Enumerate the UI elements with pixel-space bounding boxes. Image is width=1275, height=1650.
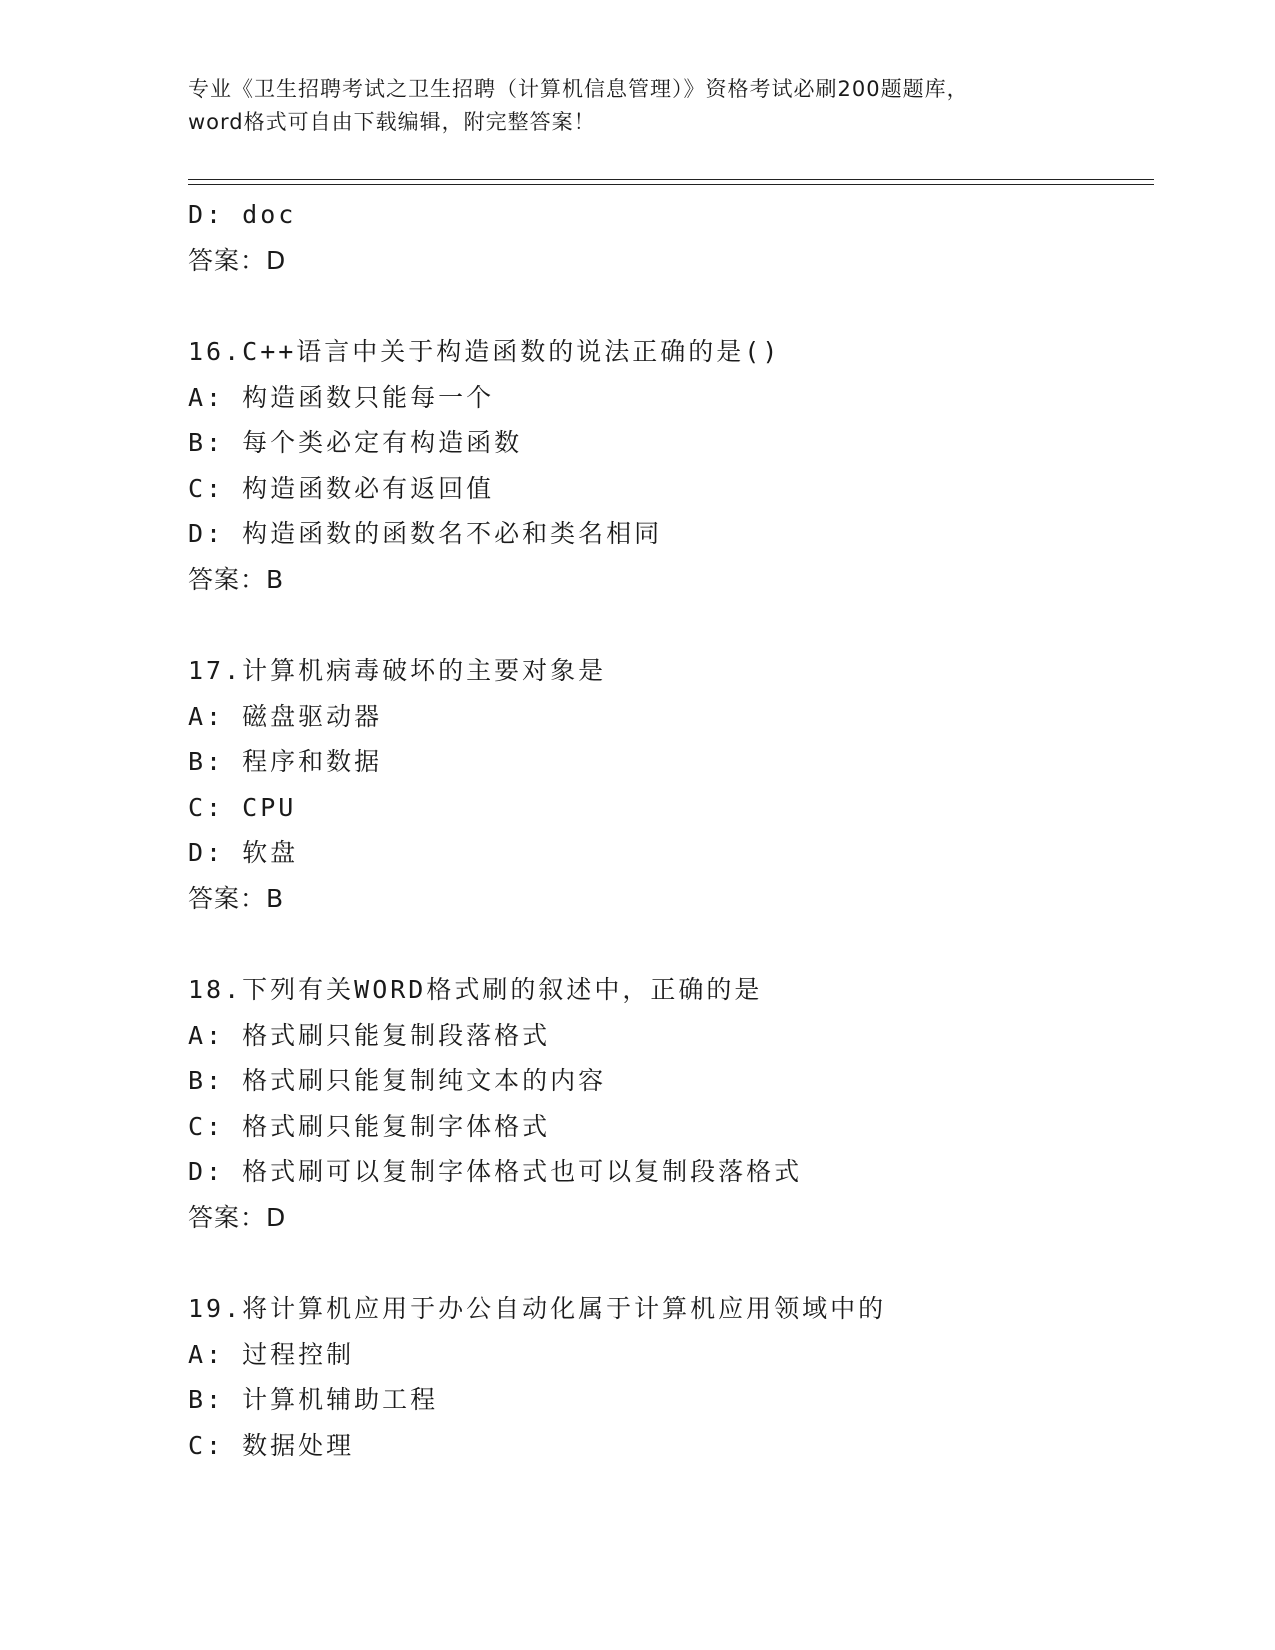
option-a: A: 构造函数只能每一个 <box>188 382 495 412</box>
option-c: C: CPU <box>188 792 297 822</box>
question-18 <box>188 967 1148 1240</box>
question-stem: 16.C++语言中关于构造函数的说法正确的是() <box>188 337 781 366</box>
question-list <box>188 192 1148 1468</box>
spacer <box>188 921 1148 967</box>
question-17 <box>188 648 1148 921</box>
option-c: C: 格式刷只能复制字体格式 <box>188 1111 551 1141</box>
page-header <box>188 73 1088 139</box>
option-d: D: 软盘 <box>188 838 299 867</box>
option-b: B: 程序和数据 <box>188 747 383 776</box>
question-stem: 17.计算机病毒破坏的主要对象是 <box>188 656 607 685</box>
answer-line: 答案：D <box>188 245 287 275</box>
spacer <box>188 602 1148 648</box>
option-a: A: 过程控制 <box>188 1339 355 1369</box>
option-b: B: 格式刷只能复制纯文本的内容 <box>188 1066 607 1095</box>
option-a: A: 格式刷只能复制段落格式 <box>188 1020 551 1050</box>
answer-line: 答案：D <box>188 1202 287 1232</box>
option-c: C: 数据处理 <box>188 1430 355 1460</box>
option-d: D: 格式刷可以复制字体格式也可以复制段落格式 <box>188 1157 803 1186</box>
question-stem: 19.将计算机应用于办公自动化属于计算机应用领域中的 <box>188 1294 887 1323</box>
question-stem: 18.下列有关WORD格式刷的叙述中，正确的是 <box>188 975 763 1004</box>
option-c: C: 构造函数必有返回值 <box>188 473 495 503</box>
question-19 <box>188 1286 1148 1468</box>
header-title-line-2: word格式可自由下载编辑，附完整答案！ <box>188 110 596 134</box>
header-title-line-1: 专业《卫生招聘考试之卫生招聘（计算机信息管理）》资格考试必刷200题题库， <box>188 77 969 101</box>
header-divider-bottom <box>188 184 1154 185</box>
question-16 <box>188 329 1148 602</box>
spacer <box>188 1240 1148 1286</box>
option-d: D: 构造函数的函数名不必和类名相同 <box>188 519 663 548</box>
spacer <box>188 283 1148 329</box>
answer-line: 答案：B <box>188 564 285 594</box>
answer-line: 答案：B <box>188 883 285 913</box>
option-b: B: 计算机辅助工程 <box>188 1385 439 1414</box>
option-d: D: doc <box>188 200 297 229</box>
option-a: A: 磁盘驱动器 <box>188 701 383 731</box>
previous-question-tail <box>188 192 1148 283</box>
header-divider-top <box>188 179 1154 180</box>
option-b: B: 每个类必定有构造函数 <box>188 428 523 457</box>
